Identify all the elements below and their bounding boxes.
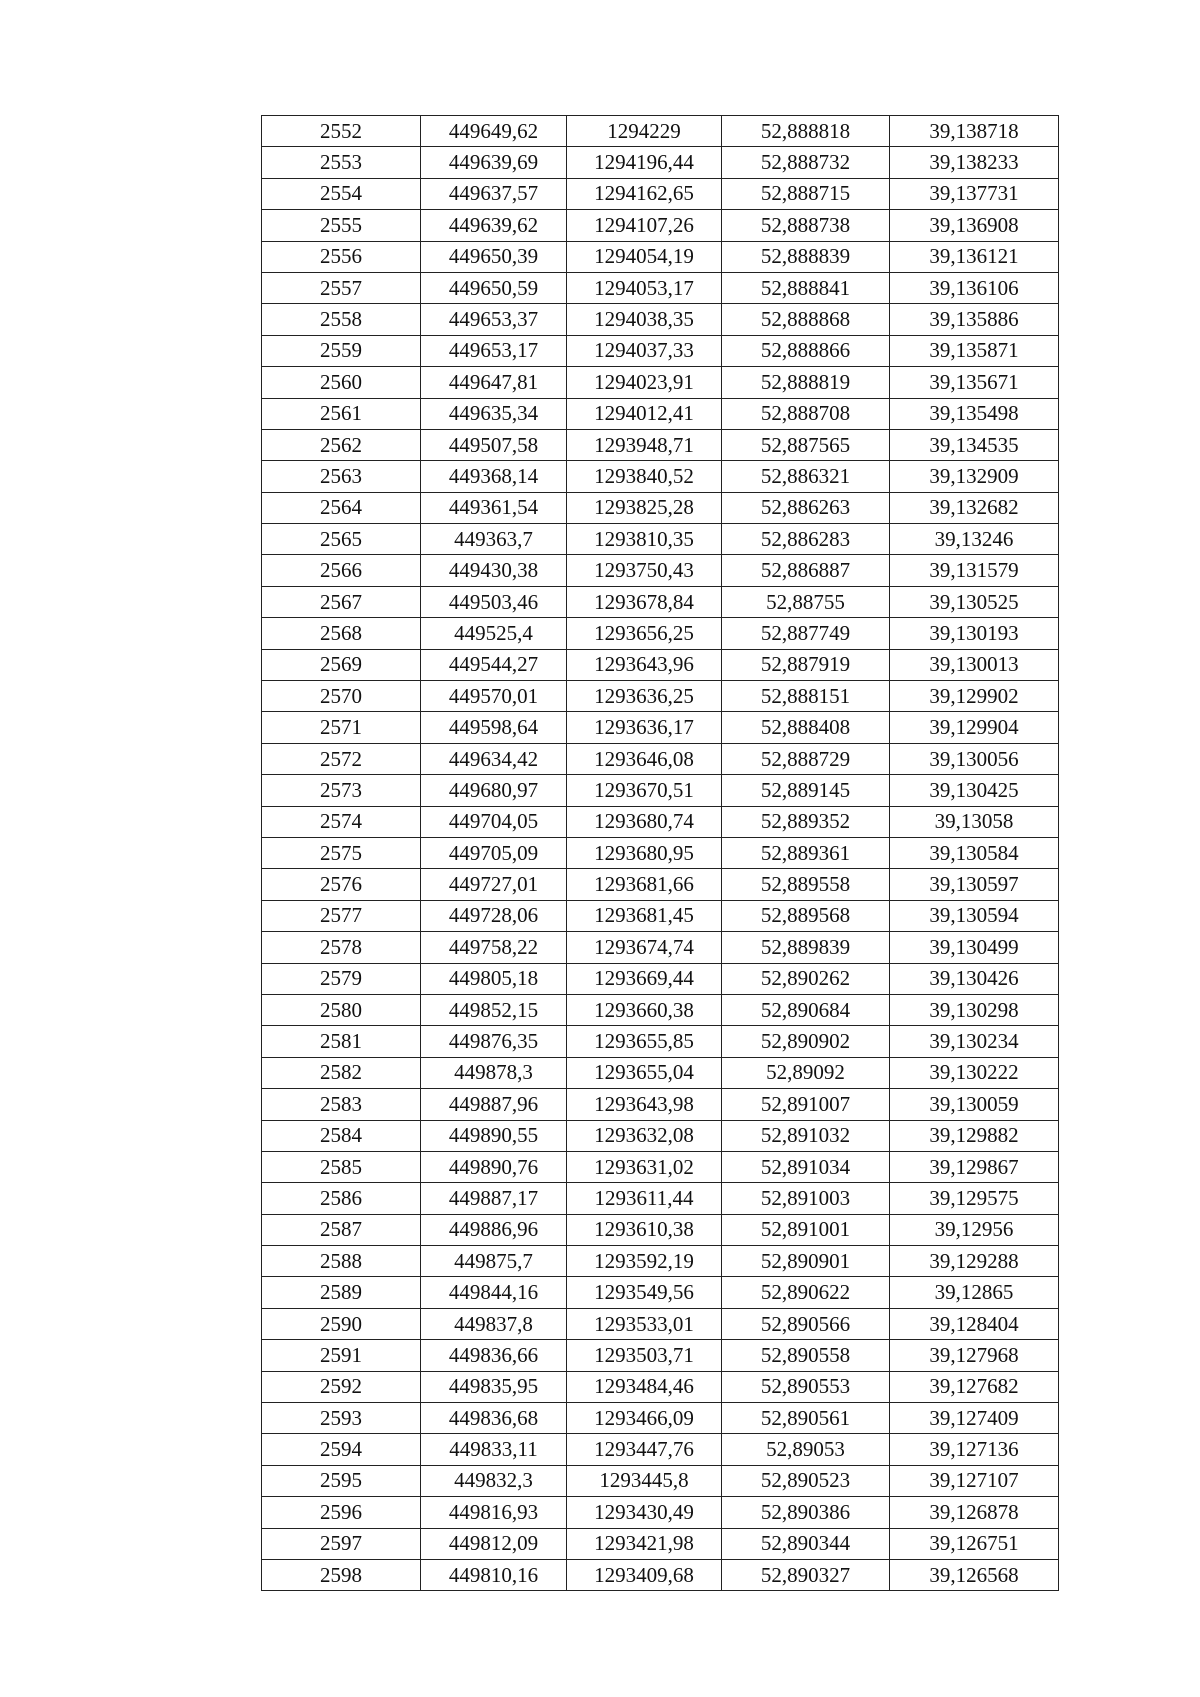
point-number-cell: 2561	[262, 398, 421, 429]
latitude-cell: 52,888868	[722, 304, 890, 335]
x-coordinate-cell: 449832,3	[421, 1465, 567, 1496]
point-number-cell: 2598	[262, 1559, 421, 1590]
latitude-cell: 52,889568	[722, 900, 890, 931]
longitude-cell: 39,130584	[890, 837, 1059, 868]
x-coordinate-cell: 449430,38	[421, 555, 567, 586]
table-row	[262, 1559, 1059, 1590]
x-coordinate-cell: 449637,57	[421, 178, 567, 209]
latitude-cell: 52,890684	[722, 994, 890, 1025]
longitude-cell: 39,130426	[890, 963, 1059, 994]
y-coordinate-cell: 1293421,98	[567, 1528, 722, 1559]
table-row	[262, 743, 1059, 774]
y-coordinate-cell: 1294229	[567, 116, 722, 147]
latitude-cell: 52,887749	[722, 618, 890, 649]
x-coordinate-cell: 449887,96	[421, 1089, 567, 1120]
longitude-cell: 39,130222	[890, 1057, 1059, 1088]
longitude-cell: 39,129904	[890, 712, 1059, 743]
latitude-cell: 52,889361	[722, 837, 890, 868]
x-coordinate-cell: 449890,76	[421, 1151, 567, 1182]
y-coordinate-cell: 1293592,19	[567, 1246, 722, 1277]
table-row	[262, 618, 1059, 649]
y-coordinate-cell: 1293409,68	[567, 1559, 722, 1590]
latitude-cell: 52,888866	[722, 335, 890, 366]
table-row	[262, 116, 1059, 147]
table-row	[262, 1403, 1059, 1434]
longitude-cell: 39,130594	[890, 900, 1059, 931]
table-row	[262, 210, 1059, 241]
point-number-cell: 2554	[262, 178, 421, 209]
latitude-cell: 52,890901	[722, 1246, 890, 1277]
table-row	[262, 1026, 1059, 1057]
x-coordinate-cell: 449852,15	[421, 994, 567, 1025]
x-coordinate-cell: 449890,55	[421, 1120, 567, 1151]
latitude-cell: 52,889352	[722, 806, 890, 837]
latitude-cell: 52,891034	[722, 1151, 890, 1182]
point-number-cell: 2562	[262, 429, 421, 460]
table-row	[262, 900, 1059, 931]
y-coordinate-cell: 1293447,76	[567, 1434, 722, 1465]
point-number-cell: 2567	[262, 586, 421, 617]
x-coordinate-cell: 449503,46	[421, 586, 567, 617]
table-row	[262, 775, 1059, 806]
latitude-cell: 52,888819	[722, 367, 890, 398]
latitude-cell: 52,888841	[722, 272, 890, 303]
latitude-cell: 52,890386	[722, 1497, 890, 1528]
table-row	[262, 1151, 1059, 1182]
y-coordinate-cell: 1294037,33	[567, 335, 722, 366]
x-coordinate-cell: 449876,35	[421, 1026, 567, 1057]
longitude-cell: 39,126751	[890, 1528, 1059, 1559]
longitude-cell: 39,132909	[890, 461, 1059, 492]
y-coordinate-cell: 1293611,44	[567, 1183, 722, 1214]
point-number-cell: 2573	[262, 775, 421, 806]
point-number-cell: 2552	[262, 116, 421, 147]
longitude-cell: 39,129288	[890, 1246, 1059, 1277]
x-coordinate-cell: 449836,68	[421, 1403, 567, 1434]
x-coordinate-cell: 449650,39	[421, 241, 567, 272]
point-number-cell: 2596	[262, 1497, 421, 1528]
x-coordinate-cell: 449544,27	[421, 649, 567, 680]
table-row	[262, 932, 1059, 963]
table-row	[262, 586, 1059, 617]
x-coordinate-cell: 449680,97	[421, 775, 567, 806]
x-coordinate-cell: 449649,62	[421, 116, 567, 147]
latitude-cell: 52,888839	[722, 241, 890, 272]
longitude-cell: 39,135498	[890, 398, 1059, 429]
longitude-cell: 39,135671	[890, 367, 1059, 398]
point-number-cell: 2556	[262, 241, 421, 272]
latitude-cell: 52,888708	[722, 398, 890, 429]
table-row	[262, 1371, 1059, 1402]
y-coordinate-cell: 1293680,74	[567, 806, 722, 837]
y-coordinate-cell: 1293681,66	[567, 869, 722, 900]
x-coordinate-cell: 449758,22	[421, 932, 567, 963]
x-coordinate-cell: 449639,62	[421, 210, 567, 241]
point-number-cell: 2568	[262, 618, 421, 649]
point-number-cell: 2572	[262, 743, 421, 774]
y-coordinate-cell: 1293680,95	[567, 837, 722, 868]
point-number-cell: 2577	[262, 900, 421, 931]
x-coordinate-cell: 449886,96	[421, 1214, 567, 1245]
longitude-cell: 39,136106	[890, 272, 1059, 303]
x-coordinate-cell: 449812,09	[421, 1528, 567, 1559]
longitude-cell: 39,130525	[890, 586, 1059, 617]
y-coordinate-cell: 1293750,43	[567, 555, 722, 586]
y-coordinate-cell: 1293632,08	[567, 1120, 722, 1151]
table-row	[262, 1277, 1059, 1308]
x-coordinate-cell: 449705,09	[421, 837, 567, 868]
latitude-cell: 52,888729	[722, 743, 890, 774]
point-number-cell: 2586	[262, 1183, 421, 1214]
y-coordinate-cell: 1293669,44	[567, 963, 722, 994]
longitude-cell: 39,129575	[890, 1183, 1059, 1214]
latitude-cell: 52,890566	[722, 1308, 890, 1339]
point-number-cell: 2575	[262, 837, 421, 868]
longitude-cell: 39,130425	[890, 775, 1059, 806]
y-coordinate-cell: 1293636,17	[567, 712, 722, 743]
longitude-cell: 39,130499	[890, 932, 1059, 963]
table-row	[262, 304, 1059, 335]
table-row	[262, 398, 1059, 429]
x-coordinate-cell: 449704,05	[421, 806, 567, 837]
table-row	[262, 1183, 1059, 1214]
table-row	[262, 147, 1059, 178]
longitude-cell: 39,126568	[890, 1559, 1059, 1590]
table-row	[262, 335, 1059, 366]
latitude-cell: 52,888151	[722, 681, 890, 712]
table-row	[262, 1465, 1059, 1496]
y-coordinate-cell: 1293643,98	[567, 1089, 722, 1120]
y-coordinate-cell: 1293660,38	[567, 994, 722, 1025]
latitude-cell: 52,89092	[722, 1057, 890, 1088]
point-number-cell: 2558	[262, 304, 421, 335]
x-coordinate-cell: 449598,64	[421, 712, 567, 743]
longitude-cell: 39,127409	[890, 1403, 1059, 1434]
x-coordinate-cell: 449887,17	[421, 1183, 567, 1214]
table-row	[262, 837, 1059, 868]
point-number-cell: 2594	[262, 1434, 421, 1465]
longitude-cell: 39,130056	[890, 743, 1059, 774]
y-coordinate-cell: 1293948,71	[567, 429, 722, 460]
latitude-cell: 52,886263	[722, 492, 890, 523]
longitude-cell: 39,135871	[890, 335, 1059, 366]
y-coordinate-cell: 1293445,8	[567, 1465, 722, 1496]
point-number-cell: 2597	[262, 1528, 421, 1559]
y-coordinate-cell: 1293678,84	[567, 586, 722, 617]
point-number-cell: 2574	[262, 806, 421, 837]
latitude-cell: 52,890523	[722, 1465, 890, 1496]
longitude-cell: 39,132682	[890, 492, 1059, 523]
latitude-cell: 52,888738	[722, 210, 890, 241]
point-number-cell: 2592	[262, 1371, 421, 1402]
x-coordinate-cell: 449878,3	[421, 1057, 567, 1088]
point-number-cell: 2590	[262, 1308, 421, 1339]
longitude-cell: 39,134535	[890, 429, 1059, 460]
table-row	[262, 806, 1059, 837]
table-row	[262, 1434, 1059, 1465]
latitude-cell: 52,889145	[722, 775, 890, 806]
latitude-cell: 52,886321	[722, 461, 890, 492]
point-number-cell: 2564	[262, 492, 421, 523]
point-number-cell: 2569	[262, 649, 421, 680]
latitude-cell: 52,89053	[722, 1434, 890, 1465]
table-row	[262, 994, 1059, 1025]
table-row	[262, 1120, 1059, 1151]
x-coordinate-cell: 449653,37	[421, 304, 567, 335]
point-number-cell: 2585	[262, 1151, 421, 1182]
latitude-cell: 52,891003	[722, 1183, 890, 1214]
y-coordinate-cell: 1294054,19	[567, 241, 722, 272]
longitude-cell: 39,129867	[890, 1151, 1059, 1182]
y-coordinate-cell: 1293840,52	[567, 461, 722, 492]
table-row	[262, 1497, 1059, 1528]
y-coordinate-cell: 1294012,41	[567, 398, 722, 429]
longitude-cell: 39,131579	[890, 555, 1059, 586]
point-number-cell: 2563	[262, 461, 421, 492]
longitude-cell: 39,127682	[890, 1371, 1059, 1402]
latitude-cell: 52,889839	[722, 932, 890, 963]
latitude-cell: 52,890622	[722, 1277, 890, 1308]
longitude-cell: 39,13058	[890, 806, 1059, 837]
longitude-cell: 39,12865	[890, 1277, 1059, 1308]
y-coordinate-cell: 1294162,65	[567, 178, 722, 209]
longitude-cell: 39,130013	[890, 649, 1059, 680]
table-row	[262, 1340, 1059, 1371]
table-row	[262, 1246, 1059, 1277]
latitude-cell: 52,891007	[722, 1089, 890, 1120]
point-number-cell: 2576	[262, 869, 421, 900]
longitude-cell: 39,12956	[890, 1214, 1059, 1245]
latitude-cell: 52,890327	[722, 1559, 890, 1590]
latitude-cell: 52,888732	[722, 147, 890, 178]
latitude-cell: 52,891001	[722, 1214, 890, 1245]
latitude-cell: 52,890344	[722, 1528, 890, 1559]
latitude-cell: 52,886283	[722, 524, 890, 555]
point-number-cell: 2587	[262, 1214, 421, 1245]
y-coordinate-cell: 1293656,25	[567, 618, 722, 649]
y-coordinate-cell: 1293503,71	[567, 1340, 722, 1371]
latitude-cell: 52,890902	[722, 1026, 890, 1057]
table-row	[262, 963, 1059, 994]
table-row	[262, 178, 1059, 209]
y-coordinate-cell: 1293466,09	[567, 1403, 722, 1434]
table-row	[262, 492, 1059, 523]
x-coordinate-cell: 449875,7	[421, 1246, 567, 1277]
y-coordinate-cell: 1293674,74	[567, 932, 722, 963]
longitude-cell: 39,136121	[890, 241, 1059, 272]
x-coordinate-cell: 449368,14	[421, 461, 567, 492]
longitude-cell: 39,137731	[890, 178, 1059, 209]
y-coordinate-cell: 1293655,85	[567, 1026, 722, 1057]
x-coordinate-cell: 449507,58	[421, 429, 567, 460]
x-coordinate-cell: 449810,16	[421, 1559, 567, 1590]
y-coordinate-cell: 1293636,25	[567, 681, 722, 712]
y-coordinate-cell: 1293533,01	[567, 1308, 722, 1339]
longitude-cell: 39,127136	[890, 1434, 1059, 1465]
point-number-cell: 2583	[262, 1089, 421, 1120]
point-number-cell: 2584	[262, 1120, 421, 1151]
table-row	[262, 712, 1059, 743]
latitude-cell: 52,888818	[722, 116, 890, 147]
y-coordinate-cell: 1293549,56	[567, 1277, 722, 1308]
point-number-cell: 2560	[262, 367, 421, 398]
x-coordinate-cell: 449570,01	[421, 681, 567, 712]
table-row	[262, 429, 1059, 460]
point-number-cell: 2591	[262, 1340, 421, 1371]
table-row	[262, 681, 1059, 712]
coordinates-table-body	[262, 116, 1059, 1591]
latitude-cell: 52,890262	[722, 963, 890, 994]
point-number-cell: 2571	[262, 712, 421, 743]
x-coordinate-cell: 449835,95	[421, 1371, 567, 1402]
longitude-cell: 39,138233	[890, 147, 1059, 178]
x-coordinate-cell: 449634,42	[421, 743, 567, 774]
y-coordinate-cell: 1293631,02	[567, 1151, 722, 1182]
table-row	[262, 524, 1059, 555]
table-row	[262, 1308, 1059, 1339]
longitude-cell: 39,130298	[890, 994, 1059, 1025]
y-coordinate-cell: 1293681,45	[567, 900, 722, 931]
table-row	[262, 1057, 1059, 1088]
y-coordinate-cell: 1293484,46	[567, 1371, 722, 1402]
longitude-cell: 39,128404	[890, 1308, 1059, 1339]
table-row	[262, 649, 1059, 680]
x-coordinate-cell: 449653,17	[421, 335, 567, 366]
longitude-cell: 39,130597	[890, 869, 1059, 900]
latitude-cell: 52,888715	[722, 178, 890, 209]
coordinates-table	[261, 115, 1059, 1591]
point-number-cell: 2588	[262, 1246, 421, 1277]
table-row	[262, 272, 1059, 303]
latitude-cell: 52,887919	[722, 649, 890, 680]
y-coordinate-cell: 1293810,35	[567, 524, 722, 555]
point-number-cell: 2570	[262, 681, 421, 712]
point-number-cell: 2565	[262, 524, 421, 555]
latitude-cell: 52,890558	[722, 1340, 890, 1371]
table-row	[262, 367, 1059, 398]
x-coordinate-cell: 449727,01	[421, 869, 567, 900]
x-coordinate-cell: 449525,4	[421, 618, 567, 649]
point-number-cell: 2582	[262, 1057, 421, 1088]
longitude-cell: 39,129882	[890, 1120, 1059, 1151]
longitude-cell: 39,136908	[890, 210, 1059, 241]
longitude-cell: 39,135886	[890, 304, 1059, 335]
table-row	[262, 241, 1059, 272]
x-coordinate-cell: 449837,8	[421, 1308, 567, 1339]
x-coordinate-cell: 449361,54	[421, 492, 567, 523]
longitude-cell: 39,130234	[890, 1026, 1059, 1057]
latitude-cell: 52,888408	[722, 712, 890, 743]
y-coordinate-cell: 1293430,49	[567, 1497, 722, 1528]
point-number-cell: 2553	[262, 147, 421, 178]
x-coordinate-cell: 449650,59	[421, 272, 567, 303]
point-number-cell: 2579	[262, 963, 421, 994]
point-number-cell: 2555	[262, 210, 421, 241]
longitude-cell: 39,127107	[890, 1465, 1059, 1496]
y-coordinate-cell: 1294107,26	[567, 210, 722, 241]
y-coordinate-cell: 1294038,35	[567, 304, 722, 335]
longitude-cell: 39,130193	[890, 618, 1059, 649]
point-number-cell: 2581	[262, 1026, 421, 1057]
x-coordinate-cell: 449833,11	[421, 1434, 567, 1465]
x-coordinate-cell: 449639,69	[421, 147, 567, 178]
table-row	[262, 869, 1059, 900]
longitude-cell: 39,130059	[890, 1089, 1059, 1120]
point-number-cell: 2580	[262, 994, 421, 1025]
x-coordinate-cell: 449816,93	[421, 1497, 567, 1528]
latitude-cell: 52,889558	[722, 869, 890, 900]
x-coordinate-cell: 449805,18	[421, 963, 567, 994]
point-number-cell: 2589	[262, 1277, 421, 1308]
y-coordinate-cell: 1293670,51	[567, 775, 722, 806]
y-coordinate-cell: 1293646,08	[567, 743, 722, 774]
table-row	[262, 555, 1059, 586]
y-coordinate-cell: 1294196,44	[567, 147, 722, 178]
longitude-cell: 39,126878	[890, 1497, 1059, 1528]
x-coordinate-cell: 449836,66	[421, 1340, 567, 1371]
point-number-cell: 2559	[262, 335, 421, 366]
latitude-cell: 52,890553	[722, 1371, 890, 1402]
latitude-cell: 52,891032	[722, 1120, 890, 1151]
x-coordinate-cell: 449844,16	[421, 1277, 567, 1308]
table-row	[262, 1528, 1059, 1559]
x-coordinate-cell: 449647,81	[421, 367, 567, 398]
longitude-cell: 39,127968	[890, 1340, 1059, 1371]
x-coordinate-cell: 449635,34	[421, 398, 567, 429]
point-number-cell: 2566	[262, 555, 421, 586]
y-coordinate-cell: 1293610,38	[567, 1214, 722, 1245]
longitude-cell: 39,129902	[890, 681, 1059, 712]
table-row	[262, 1089, 1059, 1120]
longitude-cell: 39,138718	[890, 116, 1059, 147]
point-number-cell: 2557	[262, 272, 421, 303]
x-coordinate-cell: 449728,06	[421, 900, 567, 931]
table-row	[262, 461, 1059, 492]
longitude-cell: 39,13246	[890, 524, 1059, 555]
latitude-cell: 52,890561	[722, 1403, 890, 1434]
latitude-cell: 52,887565	[722, 429, 890, 460]
y-coordinate-cell: 1294053,17	[567, 272, 722, 303]
y-coordinate-cell: 1293825,28	[567, 492, 722, 523]
x-coordinate-cell: 449363,7	[421, 524, 567, 555]
latitude-cell: 52,88755	[722, 586, 890, 617]
point-number-cell: 2593	[262, 1403, 421, 1434]
y-coordinate-cell: 1294023,91	[567, 367, 722, 398]
table-row	[262, 1214, 1059, 1245]
y-coordinate-cell: 1293655,04	[567, 1057, 722, 1088]
point-number-cell: 2578	[262, 932, 421, 963]
latitude-cell: 52,886887	[722, 555, 890, 586]
y-coordinate-cell: 1293643,96	[567, 649, 722, 680]
point-number-cell: 2595	[262, 1465, 421, 1496]
